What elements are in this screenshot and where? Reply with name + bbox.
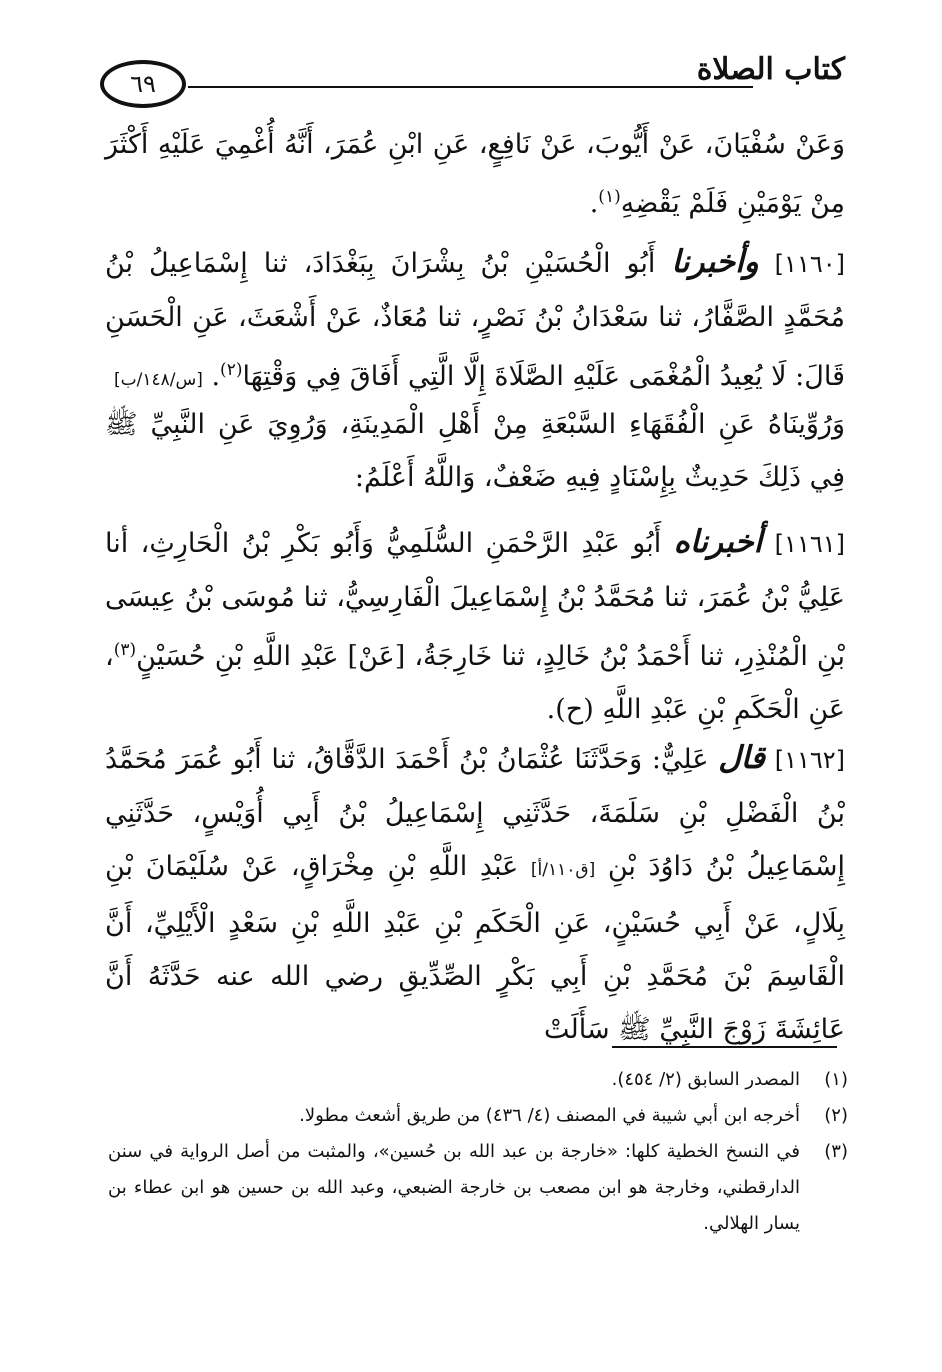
- footnote-ref: (١): [598, 187, 621, 207]
- footnote-1: [108, 1062, 848, 1098]
- footnote-number: (١): [824, 1069, 848, 1090]
- footnote-number: (٢): [824, 1105, 848, 1126]
- footnote-ref: (٢): [220, 360, 243, 380]
- paragraph-text: وَعَنْ سُفْيَانَ، عَنْ أَيُّوبَ، عَنْ نَافِعٍ، عَنِ ابْنِ عُمَرَ، أَنَّهُ أُغْمِيَ عَلَيْهِ أَكْثَرَ مِنْ يَوْمَيْنِ فَلَمْ يَقْضِهِ: [105, 129, 845, 219]
- paragraph-text: عَلِيٌّ: وَحَدَّثَنَا عُثْمَانُ بْنُ أَحْمَدَ الدَّقَّاقُ، ثنا أَبُو عُمَرَ مُحَمَّدُ بْنُ الْفَضْلِ بْنِ سَلَمَةَ، حَدَّثَنِي إِسْمَاعِيلُ بْنُ أَبِي أُوَيْسٍ، حَدَّثَنِي إِسْمَاعِيلُ بْنُ دَاوُدَ بْنِ: [105, 744, 846, 882]
- page-header: [100, 48, 845, 128]
- book-title: كتاب الصلاة: [696, 52, 845, 87]
- footnote-text: المصدر السابق (٢/ ٤٥٤).: [611, 1069, 800, 1090]
- hadith-keyword: قال: [718, 740, 765, 776]
- hadith-number: [١١٦٢]: [774, 746, 845, 774]
- manuscript-ref: [س/١٤٨/ب]: [113, 370, 203, 390]
- footnote-3: [108, 1134, 848, 1242]
- footnote-separator: [612, 1046, 837, 1048]
- paragraph-1160: [105, 236, 845, 407]
- paragraph-1161: [105, 516, 845, 736]
- paragraph-1: [105, 118, 845, 230]
- manuscript-ref: [ق١١٠/أ]: [530, 860, 596, 880]
- hadith-keyword: أخبرناه: [673, 524, 763, 560]
- page-number-text: ٦٩: [130, 70, 156, 98]
- footnote-ref: (٣): [113, 640, 137, 660]
- paragraph-end: .: [211, 361, 221, 392]
- paragraph-narration: [105, 398, 845, 504]
- page-number: [100, 60, 186, 108]
- footnote-text: أخرجه ابن أبي شيبة في المصنف (٤/ ٤٣٦) من طريق أشعث مطولا.: [299, 1105, 800, 1126]
- paragraph-text: وَرُوِّينَاهُ عَنِ الْفُقَهَاءِ السَّبْعَةِ مِنْ أَهْلِ الْمَدِينَةِ، وَرُوِيَ عَنِ النَّبِيِّ ﷺ فِي ذَلِكَ حَدِيثٌ بِإِسْنَادٍ فِيهِ ضَعْفٌ، وَاللَّهُ أَعْلَمُ:: [105, 409, 845, 493]
- footnote-text: في النسخ الخطية كلها: «خارجة بن عبد الله بن حُسين»، والمثبت من أصل الرواية في سنن الدارقطني، وخارجة هو ابن مصعب بن خارجة الضبعي، وعبد الله بن حسين هو ابن عطاء بن يسار الهلالي.: [108, 1141, 800, 1234]
- hadith-number: [١١٦١]: [774, 530, 845, 558]
- paragraph-end: .: [589, 188, 599, 219]
- footnote-2: [108, 1098, 848, 1134]
- header-rule: [188, 86, 753, 88]
- hadith-keyword: وأخبرنا: [671, 244, 759, 280]
- paragraph-text-continued: عَبْدِ اللَّهِ بْنِ مِخْرَاقٍ، عَنْ سُلَيْمَانَ بْنِ بِلَالٍ، عَنْ أَبِي حُسَيْنٍ، عَنِ الْحَكَمِ بْنِ عَبْدِ اللَّهِ بْنِ سَعْدٍ الْأَيْلِيِّ، أَنَّ الْقَاسِمَ بْنَ مُحَمَّدِ بْنِ أَبِي بَكْرٍ الصِّدِّيقِ رضي الله عنه حَدَّثَهُ أَنَّ عَائِشَةَ زَوْجَ النَّبِيِّ ﷺ سَأَلَتْ: [105, 851, 845, 1045]
- paragraph-text: أَبُو الْحُسَيْنِ بْنُ بِشْرَانَ بِبَغْدَادَ، ثنا إِسْمَاعِيلُ بْنُ مُحَمَّدٍ الصَّفَّارُ، ثنا سَعْدَانُ بْنُ نَصْرٍ، ثنا مُعَاذٌ، عَنْ أَشْعَثَ، عَنِ الْحَسَنِ قَالَ: لَا يُعِيدُ الْمُغْمَى عَلَيْهِ الصَّلَاةَ إِلَّا الَّتِي أَفَاقَ فِي وَقْتِهَا: [105, 248, 845, 392]
- footnotes: [108, 1062, 848, 1242]
- footnote-number: (٣): [824, 1141, 848, 1162]
- paragraph-1162: [105, 732, 845, 1056]
- paragraph-text: أَبُو عَبْدِ الرَّحْمَنِ السُّلَمِيُّ وَأَبُو بَكْرِ بْنُ الْحَارِثِ، أنا عَلِيُّ بْنُ عُمَرَ، ثنا مُحَمَّدُ بْنُ إِسْمَاعِيلَ الْفَارِسِيُّ، ثنا مُوسَى بْنُ عِيسَى بْنِ الْمُنْذِرِ، ثنا أَحْمَدُ بْنُ خَالِدٍ، ثنا خَارِجَةُ، [عَنْ] عَبْدِ اللَّهِ بْنِ حُسَيْنٍ: [105, 528, 845, 672]
- hadith-number: [١١٦٠]: [774, 250, 845, 278]
- paragraph-end: ، عَنِ الْحَكَمِ بْنِ عَبْدِ اللَّهِ (ح).: [105, 641, 845, 725]
